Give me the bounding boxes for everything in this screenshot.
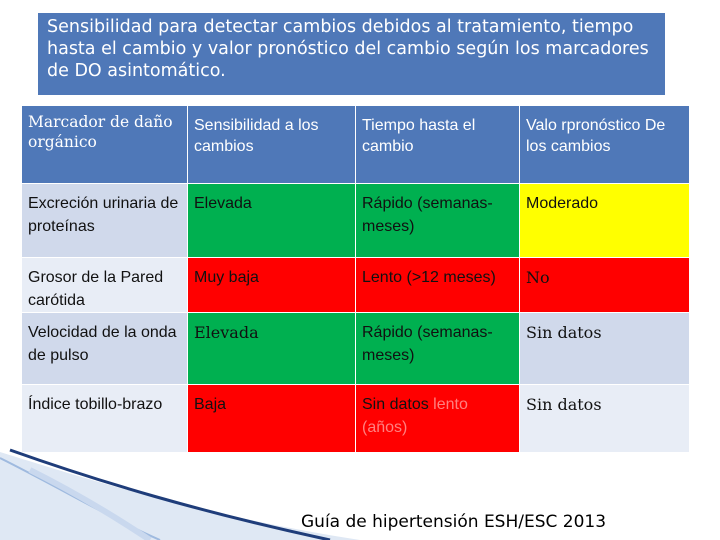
cell-sensitivity: Muy baja [188, 258, 356, 313]
cell-prognostic: Moderado [520, 184, 690, 258]
cell-time: Lento (>12 meses) [356, 258, 520, 313]
header-prognostic: Valo rpronóstico De los cambios [520, 106, 690, 184]
cell-time [356, 385, 520, 453]
slide-title: Sensibilidad para detectar cambios debidos al tratamiento, tiempo hasta el cambio y valor pronóstico del cambio según los marcadores de DO asintomático. [47, 17, 649, 81]
table-row [22, 313, 690, 385]
cell-sensitivity: Elevada [188, 184, 356, 258]
cell-marker: Grosor de la Pared carótida [22, 258, 188, 313]
cell-marker: Velocidad de la onda de pulso [22, 313, 188, 385]
markers-table [21, 105, 690, 453]
table-header-row [22, 106, 690, 184]
header-time: Tiempo hasta el cambio [356, 106, 520, 184]
header-marker: Marcador de daño orgánico [22, 106, 188, 184]
header-sensitivity: Sensibilidad a los cambios [188, 106, 356, 184]
cell-marker: Índice tobillo-brazo [22, 385, 188, 453]
cell-sensitivity: Baja [188, 385, 356, 453]
cell-marker: Excreción urinaria de proteínas [22, 184, 188, 258]
cell-time: Rápido (semanas-meses) [356, 184, 520, 258]
cell-prognostic: No [520, 258, 690, 313]
title-box [38, 13, 665, 95]
cell-prognostic: Sin datos [520, 385, 690, 453]
footer-source: Guía de hipertensión ESH/ESC 2013 [301, 512, 607, 532]
cell-sensitivity: Elevada [188, 313, 356, 385]
table-row [22, 184, 690, 258]
cell-time: Rápido (semanas-meses) [356, 313, 520, 385]
time-overlay-text: lento (años) [362, 396, 468, 436]
table-row [22, 258, 690, 313]
time-value: Sin datos [362, 396, 429, 413]
cell-prognostic: Sin datos [520, 313, 690, 385]
